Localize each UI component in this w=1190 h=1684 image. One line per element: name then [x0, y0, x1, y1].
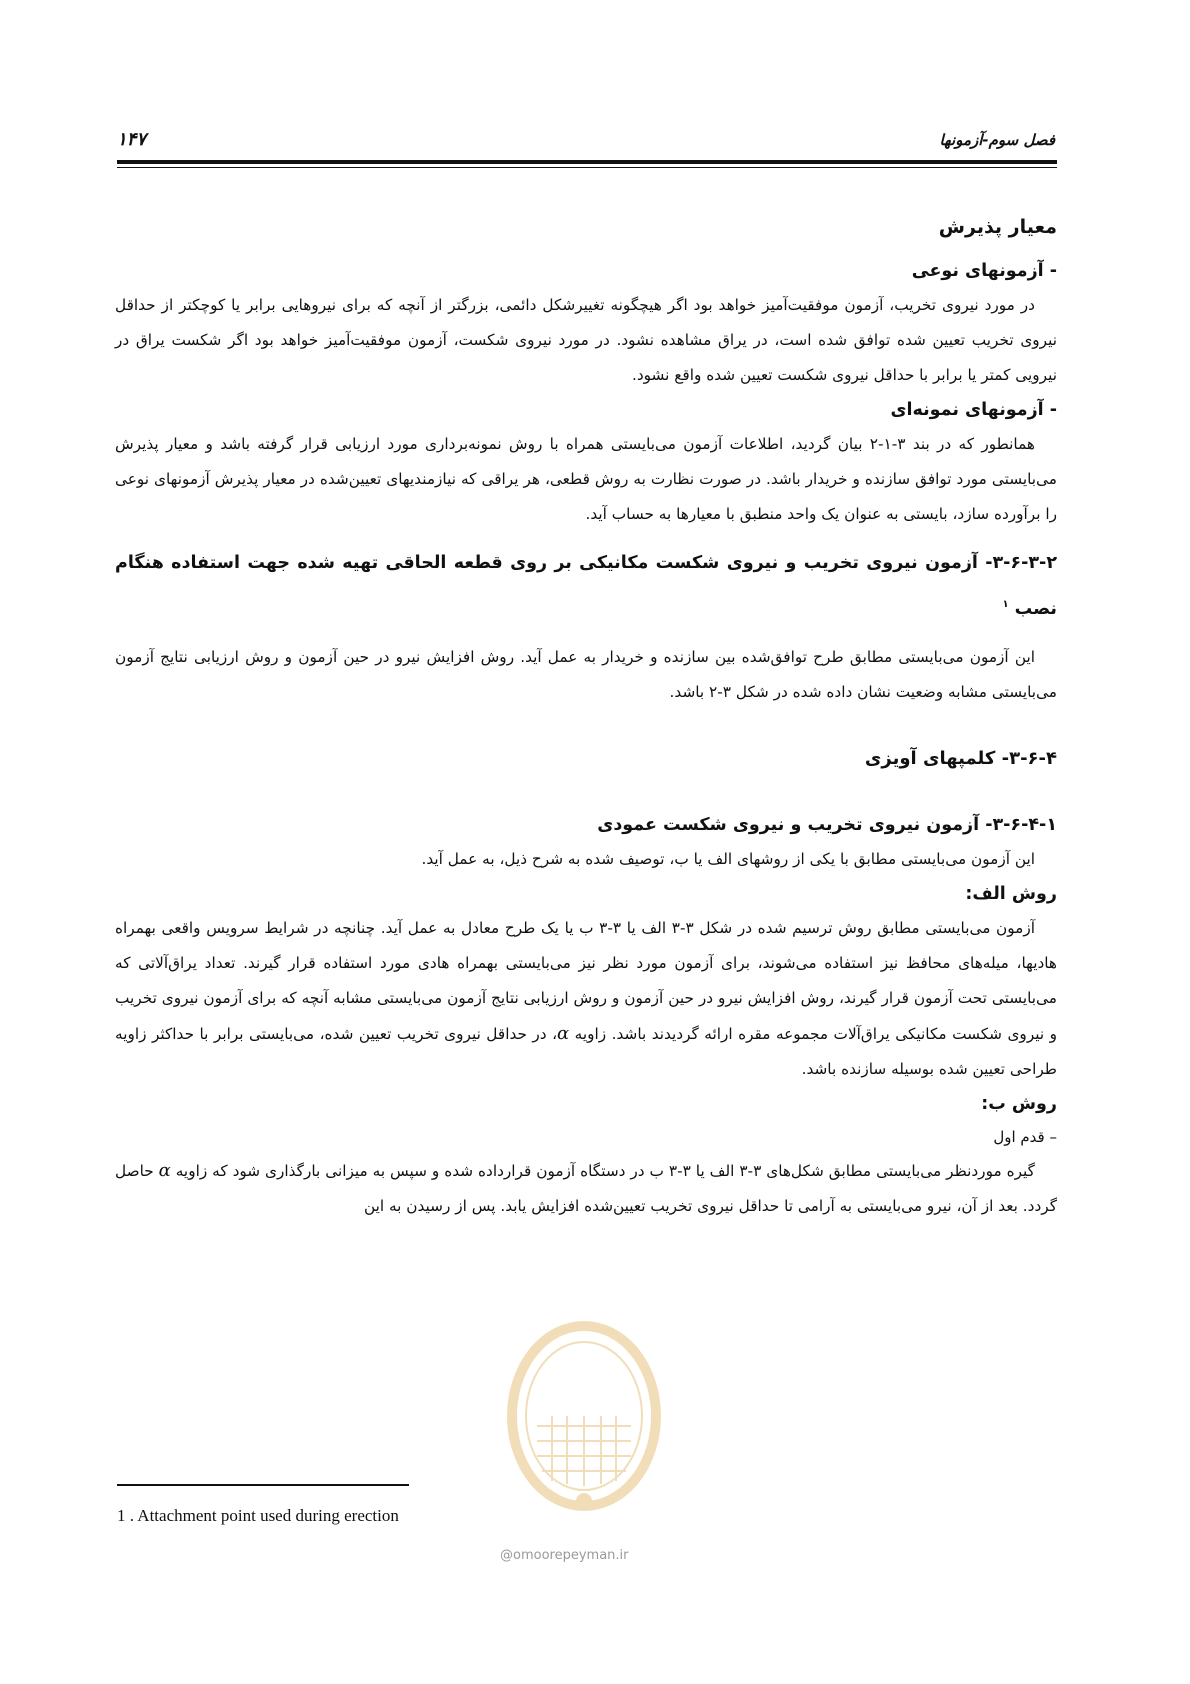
paragraph-type-tests: در مورد نیروی تخریب، آزمون موفقیت‌آمیز خواهد بود اگر هیچگونه تغییرشکل دائمی، بزرگتر از آنچه که برای نیروهایی برابر یا کوچکتر از حداقل نیروی تخریب تعیین شده توافق شده است، در یراق مشاهده نشود. در مورد نیروی شکست، آزمون موفقیت‌آمیز خواهد بود اگر شکست یراق در نیرویی کمتر یا برابر با حداقل نیروی شکست تعیین شده واقع نشود.: [115, 296, 1057, 384]
footnote: 1 . Attachment point used during erection: [117, 1506, 399, 1525]
paragraph-method-b-text-2: حاصل گردد. بعد از آن، نیرو می‌بایستی به آرامی تا حداقل نیروی تخریب تعیین‌شده افزایش یابد. پس از رسیدن به این: [115, 1161, 1057, 1215]
heading-method-b: روش ب:: [981, 1093, 1057, 1114]
paragraph-section-3-6-4-1: این آزمون می‌بایستی مطابق با یکی از روشهای الف یا ب، توصیف شده به شرح ذیل، به عمل آید.: [421, 849, 1035, 868]
paragraph-method-a: [115, 911, 1057, 1087]
header-rule-thick: [117, 160, 1057, 164]
heading-section-3-6-4-1: ۳-۶-۴-۱- آزمون نیروی تخریب و نیروی شکست عمودی: [597, 814, 1057, 835]
paragraph-method-b: [115, 1153, 1057, 1224]
step-one-label: – قدم اول: [993, 1127, 1057, 1146]
heading-sample-tests: - آزمونهای نمونه‌ای: [890, 400, 1057, 420]
heading-acceptance-criteria: معیار پذیرش: [938, 216, 1057, 238]
footnote-rule: [117, 1484, 409, 1486]
paragraph-method-b-text-1: گیره موردنظر می‌بایستی مطابق شکل‌های ۳-۳ الف یا ۳-۳ ب در دستگاه آزمون قرارداده شده و سپس به میزانی بارگذاری شود که زاویه: [175, 1161, 1035, 1180]
body-text: [115, 210, 1057, 1224]
alpha-symbol: α: [557, 1022, 570, 1044]
header-rule-thin: [117, 167, 1057, 168]
alpha-symbol-2: α: [158, 1159, 171, 1181]
heading-section-3-6-3-2: [115, 542, 1057, 630]
paragraph-section-3-6-3-2: این آزمون می‌بایستی مطابق طرح توافق‌شده بین سازنده و خریدار به عمل آید. روش افزایش نیرو در حین آزمون و روش ارزیابی نتایج آزمون می‌بایستی مشابه وضعیت نشان داده شده در شکل ۳-۲ باشد.: [115, 647, 1057, 701]
page-number: ۱۴۷: [117, 129, 147, 150]
paragraph-sample-tests: همانطور که در بند ۳-۱-۲ بیان گردید، اطلاعات آزمون می‌بایستی همراه با روش نمونه‌برداری مورد ارزیابی قرار گرفته باشد و معیار پذیرش می‌بایستی مورد توافق سازنده و خریدار باشد. در صورت نظارت به روش قطعی، هر یراقی که نیازمندیهای تعیین‌شده در معیار پذیرش آزمونهای نوعی را برآورده سازد، بایستی به عنوان یک واحد منطبق با معیارها به حساب آید.: [115, 435, 1057, 523]
heading-method-a: روش الف:: [965, 883, 1057, 904]
heading-section-3-6-4: ۳-۶-۴- کلمپهای آویزی: [864, 747, 1057, 769]
paragraph-method-a-tail: ، در حداقل نیروی تخریب تعیین شده، می‌بایستی برابر با حداکثر زاویه طراحی تعیین شده بوسیله سازنده باشد.: [115, 1024, 1057, 1078]
heading-section-3-6-3-2-text: ۳-۶-۳-۲- آزمون نیروی تخریب و نیروی شکست مکانیکی بر روی قطعه الحاقی تهیه شده جهت استفاده هنگام نصب: [115, 553, 1057, 619]
heading-type-tests: - آزمونهای نوعی: [911, 261, 1057, 281]
chapter-title: فصل سوم-آزمونها: [939, 131, 1055, 149]
paragraph-method-a-text: آزمون می‌بایستی مطابق روش ترسیم شده در شکل ۳-۳ الف یا ۳-۳ ب یا یک طرح معادل به عمل آید. چنانچه در شرایط سرویس واقعی بهمراه هادیها، میله‌های محافظ نیز استفاده می‌شوند، برای آزمون مورد نظر نیز می‌بایستی بهمراه هادی مورد استفاده قرار گیرند. تعداد یراق‌آلاتی که می‌بایستی تحت آزمون قرار گیرند، روش افزایش نیرو در حین آزمون و روش ارزیابی نتایج آزمون می‌بایستی مشابه آنچه که برای آزمون نیروی تخریب و نیروی شکست مکانیکی یراق‌آلات مجموعه مقره ارائه گردیدند باشد. زاویه: [115, 918, 1057, 1043]
footnote-reference: ۱: [1002, 599, 1009, 610]
watermark-site: @omoorepeyman.ir: [500, 1548, 629, 1563]
watermark-logo: [497, 1316, 672, 1526]
